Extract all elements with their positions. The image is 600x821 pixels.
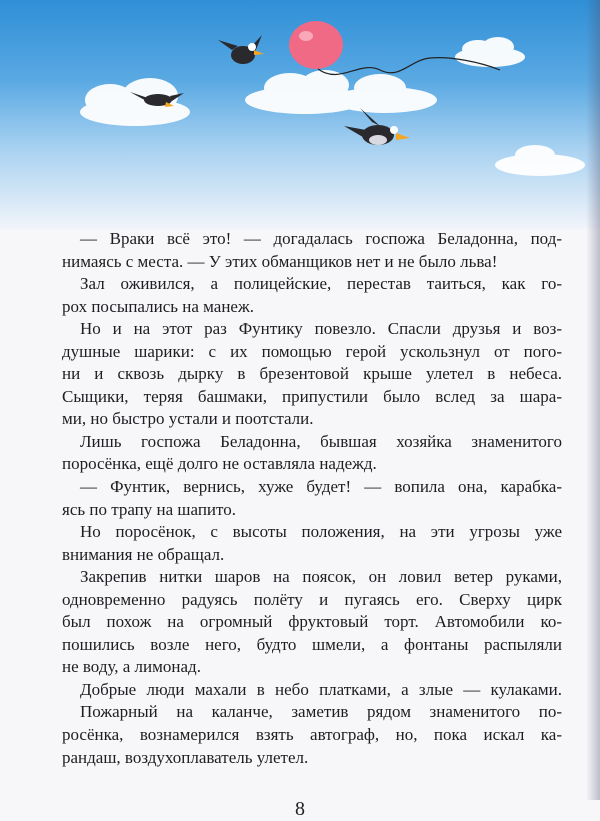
cloud xyxy=(333,74,437,113)
text-line: Закрепив нитки шаров на поясок, он ловил ветер руками, xyxy=(80,567,562,587)
text-line: ми, но быстро устали и поотстали. xyxy=(62,409,314,429)
cloud xyxy=(455,37,525,67)
text-line: Но и на этот раз Фунтику повезло. Спасли друзья и воз- xyxy=(80,319,562,339)
body-text xyxy=(62,228,562,769)
text-line: нимаясь с места. — У этих обманщиков нет и не было льва! xyxy=(62,251,498,271)
sky-illustration xyxy=(0,0,600,230)
text-line: росёнка, вознамерился взять автограф, но, пока искал ка- xyxy=(62,725,562,745)
page-number: 8 xyxy=(295,798,305,820)
text-line: Но поросёнок, с высоты положения, на эти угрозы уже xyxy=(80,522,562,542)
text-line: рох посыпались на манеж. xyxy=(62,296,254,316)
cloud xyxy=(495,145,585,176)
text-line: рандаш, воздухоплаватель улетел. xyxy=(62,747,309,767)
crow-bird xyxy=(218,35,264,64)
text-line: Добрые люди махали в небо платками, а злые — кулаками. xyxy=(80,679,562,699)
text-line: ясь по трапу на шапито. xyxy=(62,499,236,519)
text-line: Лишь госпожа Беладонна, бывшая хозяйка знаменитого xyxy=(80,431,562,451)
text-line: Сыщики, теряя башмаки, припустили было вслед за шара- xyxy=(62,386,562,406)
text-line: ни и сквозь дырку в брезентовой крыше улетел в небеса. xyxy=(62,364,562,384)
page-edge-shadow xyxy=(586,0,600,800)
text-line: не воду, а лимонад. xyxy=(62,657,201,677)
text-line: душные шарики: с их помощью герой ускользнул от пого- xyxy=(62,341,562,361)
text-line: Зал оживился, а полицейские, перестав таиться, как го- xyxy=(80,274,562,294)
crow-bird xyxy=(344,108,410,145)
text-line: пошились возле него, будто шмели, а фонтаны распыляли xyxy=(62,634,562,654)
text-line: поросёнка, ещё долго не оставляла надежд. xyxy=(62,454,377,474)
text-line: Пожарный на каланче, заметив рядом знаменитого по- xyxy=(80,702,562,722)
cloud xyxy=(80,78,190,126)
text-line: — Фунтик, вернись, хуже будет! — вопила она, карабка- xyxy=(80,477,562,497)
text-line: — Враки всё это! — догадалась госпожа Беладонна, под- xyxy=(80,229,562,248)
text-line: был похож на огромный фруктовый торт. Автомобили ко- xyxy=(62,612,562,632)
text-line: одновременно радуясь полёту и пугаясь его. Сверху цирк xyxy=(62,589,562,609)
text-line: внимания не обращал. xyxy=(62,544,225,564)
